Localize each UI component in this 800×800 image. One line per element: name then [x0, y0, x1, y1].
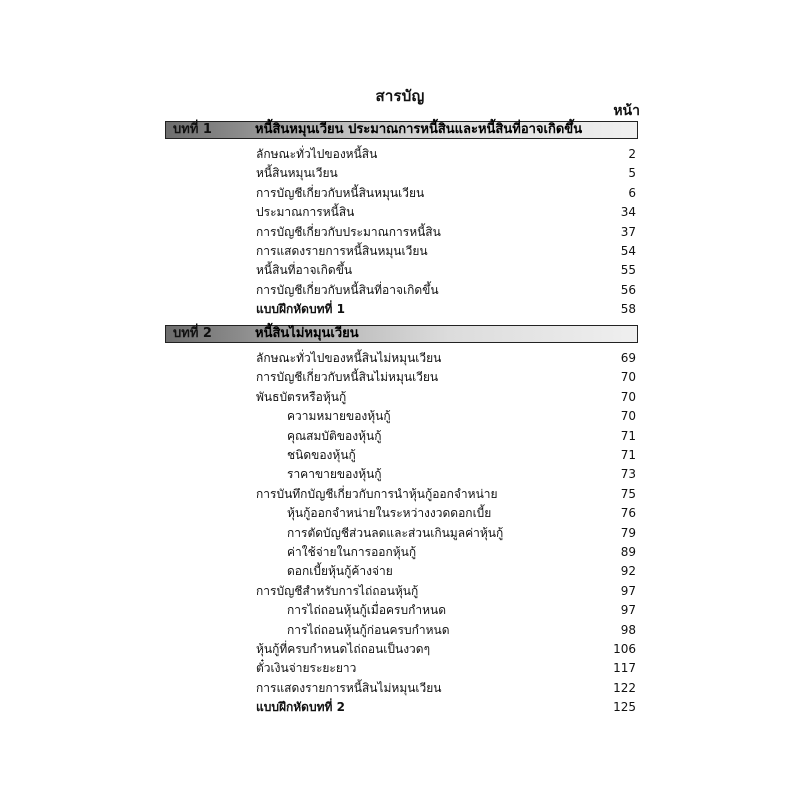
toc-entry-label: การแสดงรายการหนี้สินหมุนเวียน [256, 244, 428, 258]
toc-entry-page-number: 70 [620, 370, 636, 384]
toc-entry-label: หนี้สินที่อาจเกิดขึ้น [256, 263, 353, 277]
toc-entry-label: ลักษณะทั่วไปของหนี้สินไม่หมุนเวียน [256, 351, 442, 365]
toc-entry [0, 601, 800, 619]
chapter-heading [165, 325, 638, 343]
toc-entry-page-number: 106 [613, 642, 636, 656]
toc-entry-label: แบบฝึกหัดบทที่ 2 [256, 700, 345, 714]
toc-entry [0, 407, 800, 425]
toc-entry-label: การบัญชีสำหรับการไถ่ถอนหุ้นกู้ [256, 584, 419, 598]
page-title: สารบัญ [375, 87, 425, 105]
toc-entry [0, 679, 800, 697]
toc-entry [0, 164, 800, 182]
page-column-header: หน้า [613, 103, 640, 119]
toc-entry-page-number: 71 [620, 429, 636, 443]
chapter-number: บทที่ 1 [173, 122, 212, 137]
toc-entry-page-number: 37 [620, 225, 636, 239]
toc-entry [0, 388, 800, 406]
toc-entry [0, 562, 800, 580]
chapter-title: หนี้สินไม่หมุนเวียน [255, 326, 359, 341]
toc-entry-label: การบันทึกบัญชีเกี่ยวกับการนำหุ้นกู้ออกจำหน่าย [256, 487, 498, 501]
toc-entry [0, 261, 800, 279]
toc-entry-label: ชนิดของหุ้นกู้ [287, 448, 356, 462]
toc-entry [0, 242, 800, 260]
toc-entry-label: ลักษณะทั่วไปของหนี้สิน [256, 147, 378, 161]
toc-entry [0, 281, 800, 299]
toc-entry-page-number: 97 [620, 584, 636, 598]
toc-entry-page-number: 125 [613, 700, 636, 714]
toc-entry-page-number: 122 [613, 681, 636, 695]
toc-entry [0, 504, 800, 522]
toc-entry-label: แบบฝึกหัดบทที่ 1 [256, 302, 345, 316]
toc-entry-label: พันธบัตรหรือหุ้นกู้ [256, 390, 347, 404]
toc-entry-page-number: 58 [620, 302, 636, 316]
toc-entry [0, 427, 800, 445]
chapter-number: บทที่ 2 [173, 326, 212, 341]
toc-entry-page-number: 2 [628, 147, 636, 161]
toc-entry-label: หนี้สินหมุนเวียน [256, 166, 338, 180]
toc-entry-page-number: 75 [620, 487, 636, 501]
toc-entry-label: การไถ่ถอนหุ้นกู้ก่อนครบกำหนด [287, 623, 450, 637]
toc-entry-label: การไถ่ถอนหุ้นกู้เมื่อครบกำหนด [287, 603, 447, 617]
toc-entry [0, 640, 800, 658]
toc-entry [0, 485, 800, 503]
toc-entry-page-number: 89 [620, 545, 636, 559]
toc-entry [0, 582, 800, 600]
toc-entry [0, 145, 800, 163]
toc-entry-label: คุณสมบัติของหุ้นกู้ [287, 429, 382, 443]
toc-entry [0, 524, 800, 542]
toc-entry [0, 621, 800, 639]
toc-entry-page-number: 69 [620, 351, 636, 365]
toc-entry [0, 659, 800, 677]
toc-entry-label: หุ้นกู้ที่ครบกำหนดไถ่ถอนเป็นงวดๆ [256, 642, 431, 656]
toc-entry-page-number: 76 [620, 506, 636, 520]
toc-entry-label: การแสดงรายการหนี้สินไม่หมุนเวียน [256, 681, 442, 695]
toc-entry-page-number: 92 [620, 564, 636, 578]
toc-entry-page-number: 55 [620, 263, 636, 277]
toc-entry-page-number: 117 [613, 661, 636, 675]
toc-entry-page-number: 6 [628, 186, 636, 200]
toc-entry-label: การบัญชีเกี่ยวกับหนี้สินหมุนเวียน [256, 186, 425, 200]
toc-entry-page-number: 73 [620, 467, 636, 481]
toc-entry-page-number: 79 [620, 526, 636, 540]
toc-entry-label: การตัดบัญชีส่วนลดและส่วนเกินมูลค่าหุ้นกู้ [287, 526, 504, 540]
chapter-heading [165, 121, 638, 139]
toc-entry-page-number: 98 [620, 623, 636, 637]
toc-entry [0, 184, 800, 202]
toc-entry-page-number: 97 [620, 603, 636, 617]
toc-entry-page-number: 56 [620, 283, 636, 297]
toc-entry [0, 349, 800, 367]
chapter-title: หนี้สินหมุนเวียน ประมาณการหนี้สินและหนี้สินที่อาจเกิดขึ้น [255, 122, 583, 137]
toc-entry [0, 223, 800, 241]
toc-entry-page-number: 5 [628, 166, 636, 180]
toc-entry-label: ความหมายของหุ้นกู้ [287, 409, 391, 423]
toc-entry [0, 698, 800, 716]
toc-entry-page-number: 70 [620, 409, 636, 423]
toc-entry-page-number: 34 [620, 205, 636, 219]
toc-entry-page-number: 71 [620, 448, 636, 462]
toc-entry [0, 368, 800, 386]
toc-entry-page-number: 70 [620, 390, 636, 404]
toc-entry [0, 203, 800, 221]
toc-entry-label: ราคาขายของหุ้นกู้ [287, 467, 382, 481]
toc-entry [0, 446, 800, 464]
toc-entry-label: การบัญชีเกี่ยวกับหนี้สินที่อาจเกิดขึ้น [256, 283, 439, 297]
toc-entry-label: หุ้นกู้ออกจำหน่ายในระหว่างงวดดอกเบี้ย [287, 506, 492, 520]
toc-entry-label: ประมาณการหนี้สิน [256, 205, 355, 219]
toc-entry [0, 300, 800, 318]
toc-entry-page-number: 54 [620, 244, 636, 258]
toc-entry [0, 543, 800, 561]
toc-entry-label: ดอกเบี้ยหุ้นกู้ค้างจ่าย [287, 564, 393, 578]
toc-entry [0, 465, 800, 483]
toc-entry-label: การบัญชีเกี่ยวกับประมาณการหนี้สิน [256, 225, 441, 239]
toc-entry-label: การบัญชีเกี่ยวกับหนี้สินไม่หมุนเวียน [256, 370, 439, 384]
toc-entry-label: ค่าใช้จ่ายในการออกหุ้นกู้ [287, 545, 417, 559]
toc-entry-label: ตั๋วเงินจ่ายระยะยาว [256, 661, 357, 675]
